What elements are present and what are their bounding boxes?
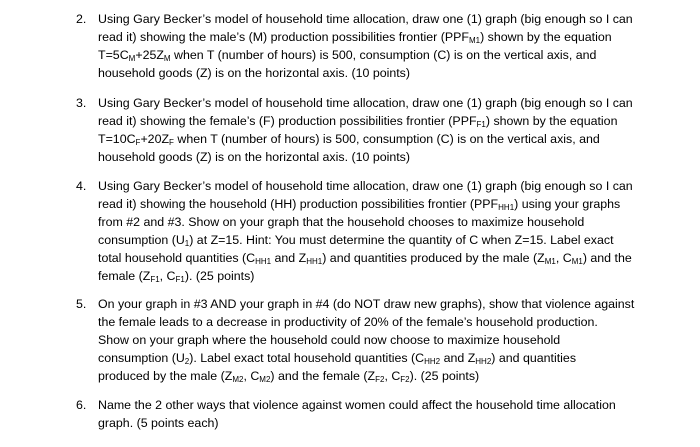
line-text: ) using your graphs xyxy=(514,197,621,211)
line-text: when T (number of hours) is 500, consumption (C) is on the vertical axis, and xyxy=(170,48,597,62)
line-text: consumption (U xyxy=(98,233,185,247)
line-text: ) shown by the equation xyxy=(485,114,618,128)
subscript-text: F1 xyxy=(175,275,185,284)
subscript-text: M xyxy=(128,54,136,63)
line-text: +20Z xyxy=(140,132,170,146)
question-line xyxy=(98,10,633,28)
subscript-text: F2 xyxy=(400,375,410,384)
question-line xyxy=(98,367,479,385)
question-line xyxy=(98,94,633,112)
line-text: On your graph in #3 AND your graph in #4 (do NOT draw new graphs), show that violence against xyxy=(98,297,635,311)
question-line xyxy=(98,112,617,130)
subscript-text: HH2 xyxy=(475,357,492,366)
line-text: Using Gary Becker’s model of household time allocation, draw one (1) graph (big enough so I can xyxy=(98,179,633,193)
question-line xyxy=(98,28,612,46)
line-text: ). Label exact total household quantities (C xyxy=(189,351,425,365)
question-number: 3. xyxy=(76,96,87,110)
subscript-text: M1 xyxy=(544,257,556,266)
question-line xyxy=(98,130,600,148)
line-text: household goods (Z) is on the horizontal axis. (10 points) xyxy=(98,150,411,164)
question-number: 4. xyxy=(76,179,87,193)
subscript-text: HH1 xyxy=(306,257,323,266)
question-line xyxy=(98,213,584,231)
line-text: and Z xyxy=(440,351,476,365)
line-text: ) at Z=15. Hint: You must determine the quantity of C when Z=15. Label exact xyxy=(189,233,614,247)
question-line xyxy=(98,46,596,64)
question-line xyxy=(98,414,219,432)
subscript-text: F2 xyxy=(375,375,385,384)
subscript-text: HH1 xyxy=(255,257,272,266)
line-text: and Z xyxy=(271,251,307,265)
subscript-text: F xyxy=(169,138,174,147)
line-text: read it) showing the female’s (F) production possibilities frontier (PPF xyxy=(98,114,477,128)
question-number: 5. xyxy=(76,297,87,311)
line-text: female (Z xyxy=(98,269,151,283)
question-number: 2. xyxy=(76,12,87,26)
line-text: when T (number of hours) is 500, consumption (C) is on the vertical axis, and xyxy=(173,132,600,146)
line-text: Using Gary Becker’s model of household time allocation, draw one (1) graph (big enough so I can xyxy=(98,96,633,110)
line-text: graph. (5 points each) xyxy=(98,416,219,430)
subscript-text: M1 xyxy=(571,257,583,266)
line-text: Using Gary Becker’s model of household time allocation, draw one (1) graph (big enough so I can xyxy=(98,12,633,26)
question-line xyxy=(98,349,576,367)
line-text: read it) showing the household (HH) production possibilities frontier (PPF xyxy=(98,197,499,211)
line-text: Show on your graph where the household could now choose to maximize household xyxy=(98,333,561,347)
question-line xyxy=(98,148,410,166)
line-text: produced by the male (Z xyxy=(98,369,233,383)
line-text: read it) showing the male’s (M) production possibilities frontier (PPF xyxy=(98,30,469,44)
line-text: +25Z xyxy=(135,48,164,62)
line-text: consumption (U xyxy=(98,351,185,365)
question-line xyxy=(98,331,560,349)
line-text: ) and quantities xyxy=(491,351,577,365)
subscript-text: HH2 xyxy=(424,357,441,366)
line-text: , C xyxy=(384,369,401,383)
subscript-text: 2 xyxy=(184,357,190,366)
subscript-text: M xyxy=(163,54,171,63)
line-text: household goods (Z) is on the horizontal axis. (10 points) xyxy=(98,66,411,80)
question-line xyxy=(98,396,616,414)
question-line xyxy=(98,195,620,213)
question-number: 6. xyxy=(76,398,87,412)
line-text: ) shown by the equation xyxy=(480,30,612,44)
line-text: ) and quantities produced by the male (Z xyxy=(322,251,545,265)
line-text: ). (25 points) xyxy=(184,269,255,283)
subscript-text: M1 xyxy=(468,36,481,45)
subscript-text: F1 xyxy=(150,275,160,284)
line-text: ). (25 points) xyxy=(409,369,480,383)
question-line xyxy=(98,295,634,313)
line-text: the female leads to a decrease in productivity of 20% of the female’s household production. xyxy=(98,315,598,329)
subscript-text: F1 xyxy=(476,120,486,129)
question-line xyxy=(98,177,633,195)
line-text: total household quantities (C xyxy=(98,251,256,265)
question-line xyxy=(98,313,598,331)
line-text: , C xyxy=(555,251,572,265)
question-line xyxy=(98,64,410,82)
line-text: from #2 and #3. Show on your graph that the household chooses to maximize household xyxy=(98,215,585,229)
line-text: Name the 2 other ways that violence against women could affect the household time allocation xyxy=(98,398,616,412)
question-line xyxy=(98,231,614,249)
subscript-text: M2 xyxy=(259,375,271,384)
subscript-text: HH1 xyxy=(498,203,515,212)
subscript-text: M2 xyxy=(232,375,244,384)
line-text: , C xyxy=(243,369,260,383)
line-text: T=5C xyxy=(98,48,129,62)
subscript-text: F xyxy=(135,138,141,147)
line-text: , C xyxy=(159,269,176,283)
question-line xyxy=(98,249,632,267)
question-line xyxy=(98,267,254,285)
subscript-text: 1 xyxy=(184,239,190,248)
line-text: ) and the female (Z xyxy=(270,369,376,383)
line-text: T=10C xyxy=(98,132,136,146)
line-text: ) and the xyxy=(582,251,632,265)
